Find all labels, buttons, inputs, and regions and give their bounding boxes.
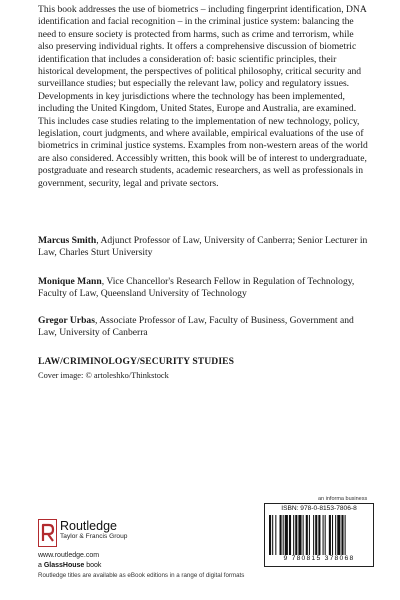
barcode-bar bbox=[283, 515, 284, 555]
barcode-bar bbox=[269, 515, 271, 555]
routledge-logo-icon bbox=[38, 519, 57, 547]
author-name: Gregor Urbas bbox=[38, 315, 95, 326]
barcode-digits: 9 780815 378068 bbox=[283, 555, 355, 562]
publisher-logo-text bbox=[60, 519, 127, 541]
author-affiliation: , Associate Professor of Law, Faculty of Business, Government and Law, University of Canberra bbox=[38, 315, 354, 339]
barcode-bar bbox=[293, 515, 294, 555]
author-bio-3 bbox=[38, 315, 368, 340]
author-bio-1 bbox=[38, 235, 368, 260]
barcode-bar bbox=[315, 515, 317, 555]
imprint-name: GlassHouse bbox=[43, 562, 85, 569]
barcode-bar bbox=[323, 515, 324, 555]
barcode-bar bbox=[335, 515, 336, 555]
barcode-bar bbox=[275, 515, 276, 555]
barcode-bar bbox=[325, 515, 326, 555]
barcode-bar bbox=[318, 515, 320, 555]
cover-credit: Cover image: © artoleshko/Thinkstock bbox=[38, 371, 169, 380]
barcode-bar bbox=[289, 515, 291, 555]
author-name: Monique Mann bbox=[38, 276, 102, 287]
barcode-bar bbox=[337, 515, 340, 555]
author-bio-2 bbox=[38, 276, 368, 301]
barcode-bar bbox=[306, 515, 308, 555]
informa-note: an informa business bbox=[318, 496, 368, 502]
imprint-suffix: book bbox=[84, 562, 102, 569]
barcode-box bbox=[264, 503, 374, 567]
barcode-bar bbox=[272, 515, 273, 555]
barcode-bar bbox=[329, 515, 331, 555]
barcode bbox=[269, 515, 369, 555]
barcode-bar bbox=[341, 515, 343, 555]
barcode-bar bbox=[280, 515, 282, 555]
publisher-website: www.routledge.com bbox=[38, 552, 100, 559]
subject-category: LAW/CRIMINOLOGY/SECURITY STUDIES bbox=[38, 356, 235, 367]
imprint-prefix: a bbox=[38, 562, 44, 569]
imprint-line bbox=[38, 562, 101, 569]
barcode-bar bbox=[295, 515, 297, 555]
author-name: Marcus Smith bbox=[38, 235, 97, 246]
author-affiliation: , Adjunct Professor of Law, University of Canberra; Senior Lecturer in Law, Charles Sturt University bbox=[38, 235, 368, 259]
ebook-note: Routledge titles are available as eBook editions in a range of digital formats bbox=[38, 572, 245, 579]
barcode-bar bbox=[285, 515, 288, 555]
barcode-bar bbox=[345, 515, 346, 555]
barcode-bar bbox=[332, 515, 333, 555]
author-affiliation: , Vice Chancellor's Research Fellow in Regulation of Technology, Faculty of Law, Queensland University of Technology bbox=[38, 276, 355, 300]
isbn-label: ISBN: 978-0-8153-7806-8 bbox=[281, 505, 357, 512]
barcode-bar bbox=[313, 515, 314, 555]
book-description: This book addresses the use of biometrics – including fingerprint identification, DNA identification and facial recognition – in the criminal justice system: balancing the need to ensure society is protected from harms, such as crime and terrorism, while also preserving individual rights. It offers a comprehensive discussion of biometric identification that includes a consideration of: basic scientific principles, their historical development, the perspectives of political philosophy, critical security and surveillance studies; but especially the relevant law, policy and regulatory issues. Developments in key jurisdictions where the technology has been implemented, including the United Kingdom, United States, Europe and Australia, are examined. This includes case studies relating to the implementation of new technology, policy, legislation, court judgments, and where available, empirical evaluations of the use of biometrics in criminal justice systems. Examples from non-western areas of the world are also considered. Accessibly written, this book will be of interest to undergraduate, postgraduate and research students, academic researchers, as well as professionals in government, security, legal and private sectors. bbox=[38, 4, 368, 189]
barcode-bar bbox=[309, 515, 310, 555]
barcode-bar bbox=[303, 515, 304, 555]
publisher-name: Routledge bbox=[60, 519, 117, 533]
publisher-group: Taylor & Francis Group bbox=[60, 533, 128, 540]
barcode-bar bbox=[298, 515, 301, 555]
